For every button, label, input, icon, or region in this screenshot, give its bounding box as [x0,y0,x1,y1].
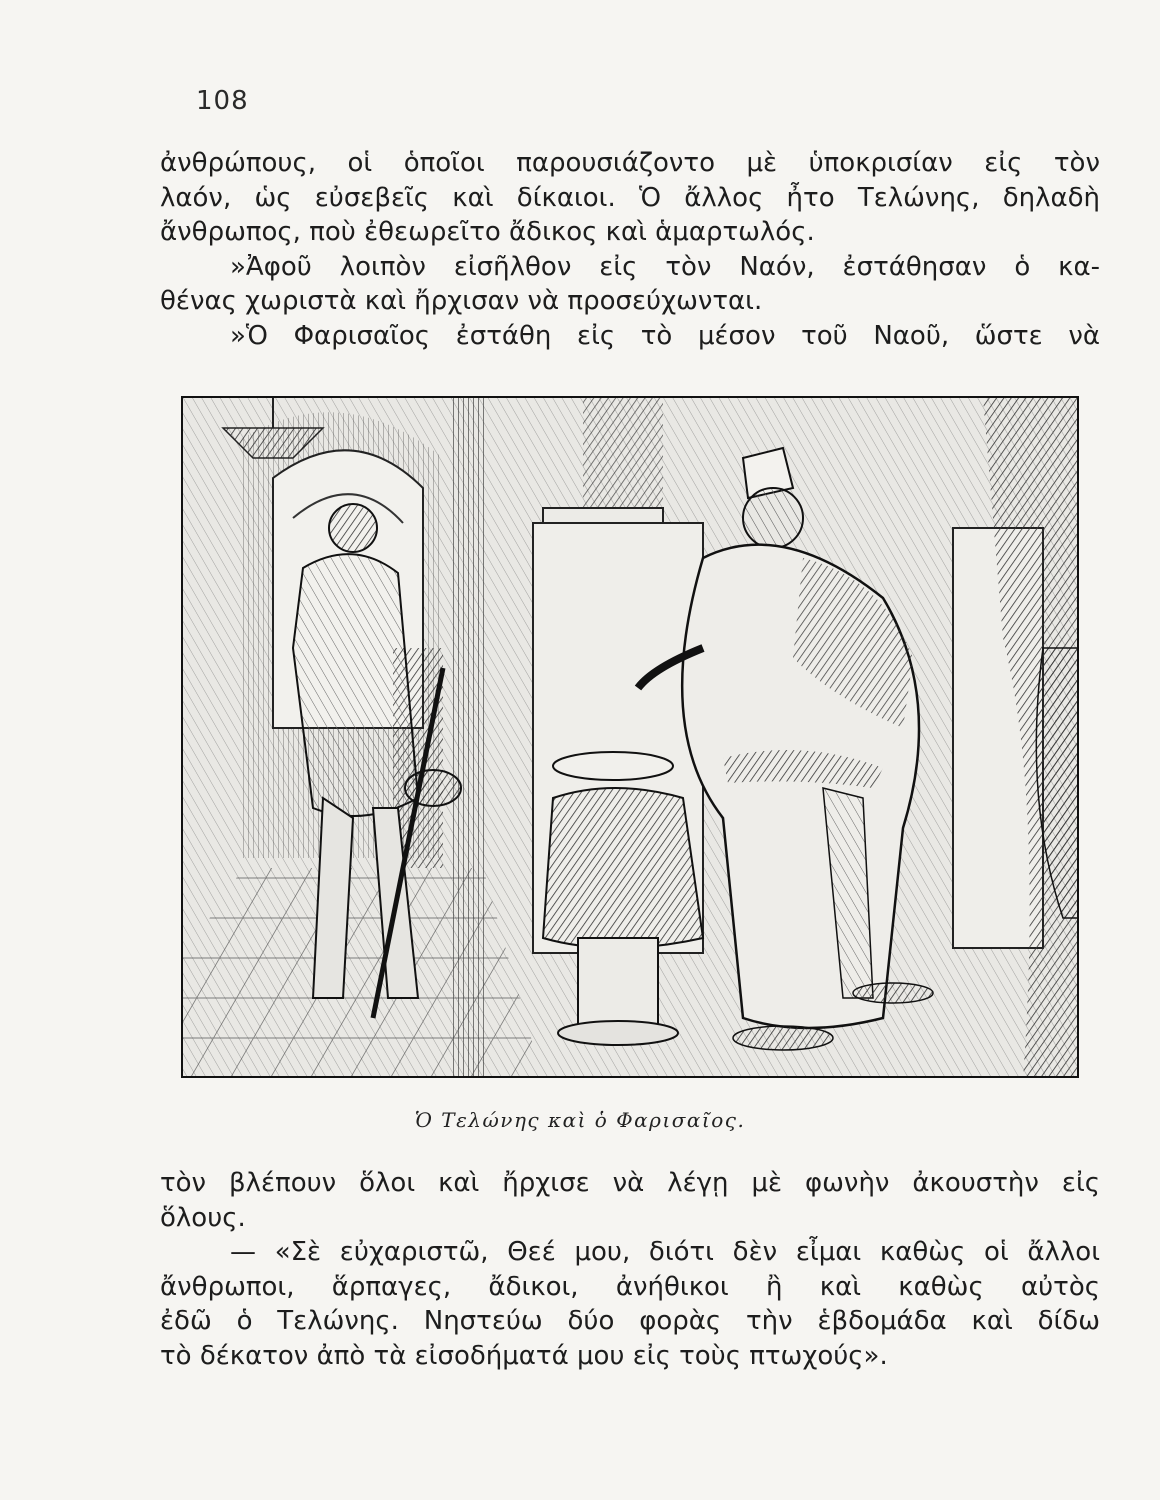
text-line: »Ὁ Φαρισαῖος ἐστάθη εἰς τὸ μέσον τοῦ Ναοῦ, ὥστε νὰ [230,320,1100,351]
engraving-illustration [181,396,1079,1078]
text-line: τὸν βλέπουν ὅλοι καὶ ἤρχισε νὰ λέγῃ μὲ φωνὴν ἀκουστὴν εἰς [160,1168,1100,1198]
text-line: τὸ δέκατον ἀπὸ τὰ εἰσοδήματά μου εἰς τοὺς πτωχούς». [160,1340,888,1371]
text-line: ἀνθρώπους, οἱ ὁποῖοι παρουσιάζοντο μὲ ὑποκρισίαν εἰς τὸν [160,148,1100,178]
body-text-bottom [160,1166,1100,1373]
text-line: »Ἀφοῦ λοιπὸν εἰσῆλθον εἰς τὸν Ναόν, ἐστάθησαν ὁ κα- [230,251,1100,282]
page-number: 108 [196,86,249,116]
figure-caption: Ὁ Τελώνης καὶ ὁ Φαρισαῖος. [414,1108,746,1132]
text-line: ἐδῶ ὁ Τελώνης. Νηστεύω δύο φορὰς τὴν ἑβδομάδα καὶ δίδω [160,1306,1100,1336]
text-line: λαόν, ὡς εὐσεβεῖς καὶ δίκαιοι. Ὁ ἄλλος ἦτο Τελώνης, δηλαδὴ [160,182,1100,213]
body-text-top [160,146,1100,353]
text-line: θένας χωριστὰ καὶ ἤρχισαν νὰ προσεύχωνται. [160,286,763,316]
text-line: ἄνθρωπος, ποὺ ἐθεωρεῖτο ἄδικος καὶ ἁμαρτωλός. [160,217,815,247]
engraving-drawing [183,398,1079,1078]
text-line: — «Σὲ εὐχαριστῶ, Θεέ μου, διότι δὲν εἶμαι καθὼς οἱ ἄλλοι [230,1237,1100,1267]
text-line: ὅλους. [160,1202,246,1233]
text-line: ἄνθρωποι, ἅρπαγες, ἄδικοι, ἀνήθικοι ἢ καὶ καθὼς αὐτὸς [160,1271,1100,1302]
